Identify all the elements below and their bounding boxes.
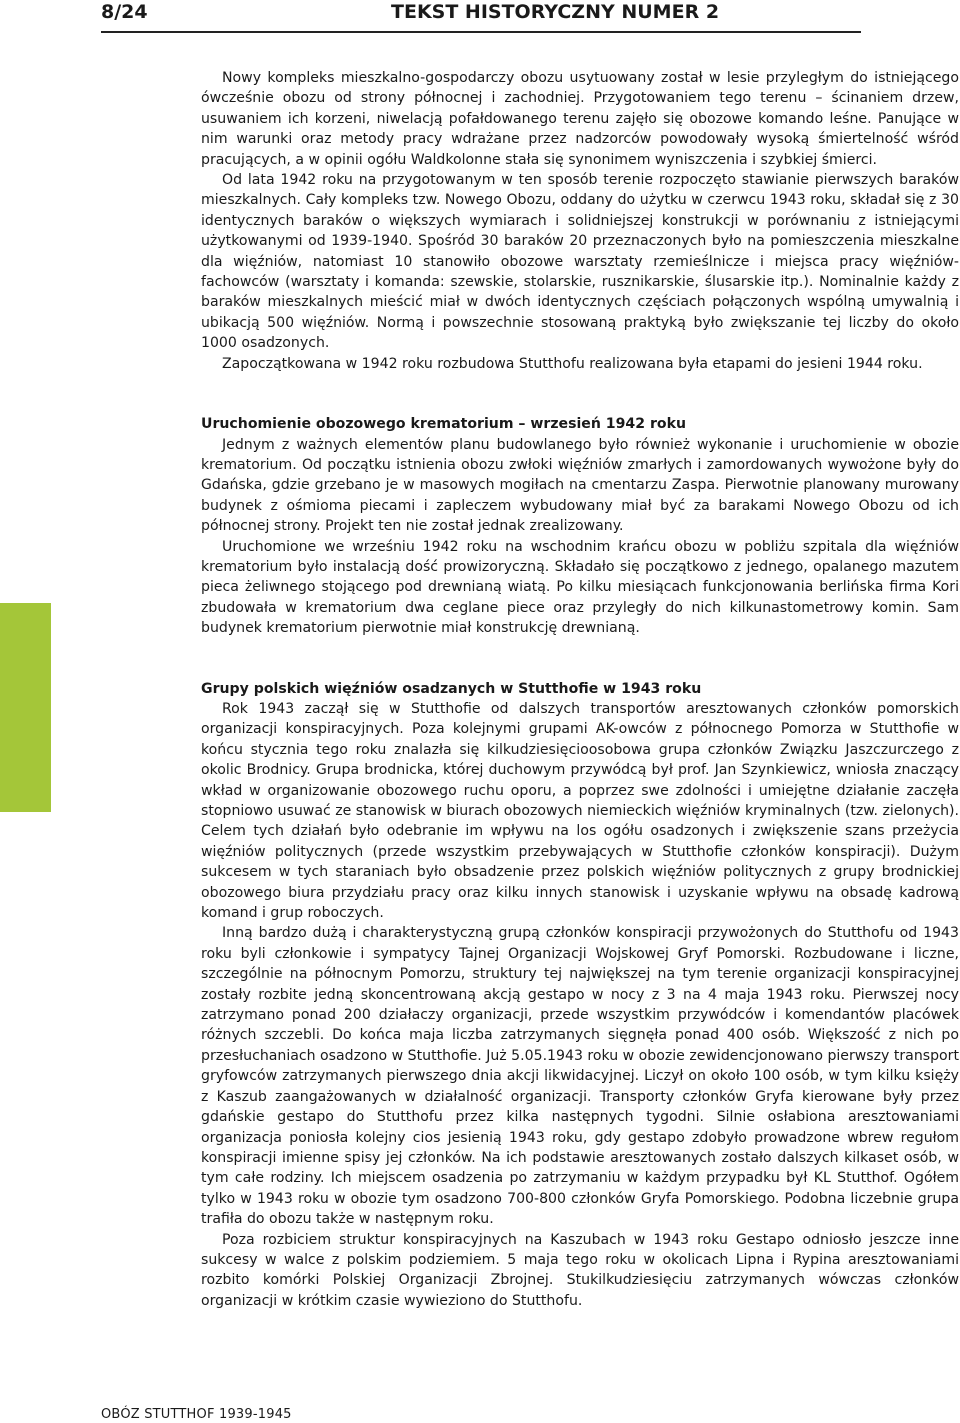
paragraph: Rok 1943 zaczął się w Stutthofie od dalszych transportów aresztowanych członków pomorskich organizacji konspiracyjnych. Poza kolejnymi grupami AK-owców z północnego Pomorza w Stutthofie w końcu stycznia tego roku znalazła się kilkudziesięcioosobowa grupa członków Związku Jaszczurczego z okolic Brodnicy. Grupa brodnicka, której duchowym przywódcą był prof. Jan Szynkiewicz, wniosła znaczący wkład w organizowanie obozowego ruchu oporu, a poprzez swe zdolności i umiejętne działanie zaczęła stopniowo usuwać ze stanowisk w biurach obozowych niemieckich więźniów kryminalnych (tzw. zielonych). Celem tych działań było odebranie im wpływu na los ogółu osadzonych i zwiększenie szans przeżycia więźniów politycznych (przede wszystkim przebywających w Stutthofie członków konspiracji). Dużym sukcesem w tych staraniach było obsadzenie przez polskich więźniów politycznych z grupy brodnickiej obozowego biura przydziału pracy oraz kilku innych stanowisk i uzyskanie wpływu na obsadę kadrową komand i grup roboczych. bbox=[201, 700, 959, 922]
section-gap bbox=[201, 374, 959, 414]
section-heading-crematorium: Uruchomienie obozowego krematorium – wrzesień 1942 roku bbox=[201, 416, 686, 433]
paragraph: Jednym z ważnych elementów planu budowlanego było również wykonanie i uruchomienie w obozie krematorium. Od początku istnienia obozu zwłoki więźniów zmarłych i zamordowanych wywożone były do Gdańska, gdzie grzebano je w masowych mogiłach na cmentarzu Zaspa. Pierwotnie planowany murowany budynek z ośmioma piecami i zapleczem wybudowany miał być za barakami Nowego Obozu od ich północnej strony. Projekt ten nie został jednak zrealizowany. bbox=[201, 436, 959, 535]
page-footer: OBÓZ STUTTHOF 1939-1945 bbox=[101, 1407, 292, 1422]
accent-bar bbox=[0, 603, 51, 812]
paragraph: Zapoczątkowana w 1942 roku rozbudowa Stutthofu realizowana była etapami do jesieni 1944 roku. bbox=[222, 355, 923, 372]
paragraph: Nowy kompleks mieszkalno-gospodarczy obozu usytuowany został w lesie przyległym do istniejącego ówcześnie obozu od strony północnej i zachodniej. Przygotowaniem tego terenu – ścinaniem drzew, usuwaniem ich korzeni, niwelacją pofałdowanego terenu zajęło się obozowe komando leśne. Panujące w nim warunki oraz metody pracy wdrażane przez nadzorców powodowały wysoką śmiertelność wśród pracujących, a w opinii ogółu Waldkolonne stała się synonimem wyniszczenia i szybkiej śmierci. bbox=[201, 70, 959, 168]
paragraph: Od lata 1942 roku na przygotowanym w ten sposób terenie rozpoczęto stawianie pierwszych baraków mieszkalnych. Cały kompleks tzw. Nowego Obozu, oddany do użytku w czerwcu 1943 roku, składał się z 30 identycznych baraków o większych wymiarach i solidniejszej konstrukcji w porównaniu z istniejącymi użytkowanymi od 1939-1940. Spośród 30 baraków 20 przeznaczonych było na pomieszczenia mieszkalne dla więźniów, natomiast 10 stanowiło obozowe warsztaty rzemieślnicze i miejsca pracy więźniów-fachowców (warsztaty i komanda: szewskie, stolarskie, rusznikarskie, ślusarskie itp.). Nominalnie każdy z baraków mieszkalnych mieścić miał w dwóch identycznych częściach połączonych wspólną umywalnią i ubikacją 500 więźniów. Normą i powszechnie stosowaną praktyką było zwiększanie tej liczby do około 1000 osadzonych. bbox=[201, 172, 959, 352]
page-title: TEKST HISTORYCZNY NUMER 2 bbox=[391, 1, 720, 23]
page-header bbox=[101, 0, 861, 34]
header-divider bbox=[101, 31, 861, 33]
paragraph: Poza rozbiciem struktur konspiracyjnych na Kaszubach w 1943 roku Gestapo odniosło jeszcze inne sukcesy w walce z polskim podziemiem. 5 maja tego roku w okolicach Lipna i Rypina aresztowaniami rozbito komórki Polskiej Organizacji Zbrojnej. Stukilkudziesięciu zatrzymanych wówczas członków organizacji w krótkim czasie wywieziono do Stutthofu. bbox=[201, 1231, 959, 1309]
section-heading-groups: Grupy polskich więźniów osadzanych w Stutthofie w 1943 roku bbox=[201, 680, 702, 697]
article-body bbox=[201, 68, 959, 1311]
paragraph: Uruchomione we wrześniu 1942 roku na wschodnim krańcu obozu w pobliżu szpitala dla więźniów krematorium było instalacją dość prowizoryczną. Składało się początkowo z jednego, opalanego mazutem pieca żeliwnego stojącego pod drewnianą wiatą. Po kilku miesiącach funkcjonowania berlińska firma Kori zbudowała w krematorium dwa ceglane piece oraz przyległy do nich kilkunastometrowy komin. Sam budynek krematorium pierwotnie miał konstrukcję drewnianą. bbox=[201, 538, 959, 637]
paragraph: Inną bardzo dużą i charakterystyczną grupą członków konspiracji przywożonych do Stutthofu od 1943 roku byli członkowie i sympatycy Tajnej Organizacji Wojskowej Gryf Pomorski. Rozbudowane i liczne, szczególnie na północnym Pomorzu, struktury tej największej na tym terenie organizacji konspiracyjnej zostały rozbite jedną skoncentrowaną akcją gestapo w nocy z 3 na 4 maja 1943 roku. Pierwszej nocy zatrzymano ponad 200 działaczy organizacji, przede wszystkim przywódców i komendantów placówek różnych szczebli. Do końca maja liczba zatrzymanych sięgnęła ponad 400 osób. Większość z nich po przesłuchaniach osadzono w Stutthofie. Już 5.05.1943 roku w obozie zewidencjonowano pierwszy transport gryfowców zatrzymanych pierwszego dnia akcji likwidacyjnej. Liczył on około 100 osób, w tym kilku księży z Kaszub zaangażowanych w działalność organizacji. Transporty członków Gryfa kierowane były przez gdańskie gestapo do Stutthofu przez kilka następnych tygodni. Silnie osłabiona aresztowaniami organizacja poniosła kolejny cios jesienią 1943 roku, gdy gestapo zdobyło prowadzone wbrew regułom konspiracji imienne spisy jej członków. Na ich podstawie aresztowanych zostało dalszych kilkaset osób, w tym całe rodziny. Ich miejscem osadzenia po zatrzymaniu w każdym przypadku był KL Stutthof. Ogółem tylko w 1943 roku w obozie tym osadzono 700-800 członków Gryfa Pomorskiego. Podobna liczebnie grupa trafiła do obozu także w następnym roku. bbox=[201, 925, 959, 1228]
section-gap bbox=[201, 639, 959, 679]
page-number: 8/24 bbox=[101, 1, 148, 23]
